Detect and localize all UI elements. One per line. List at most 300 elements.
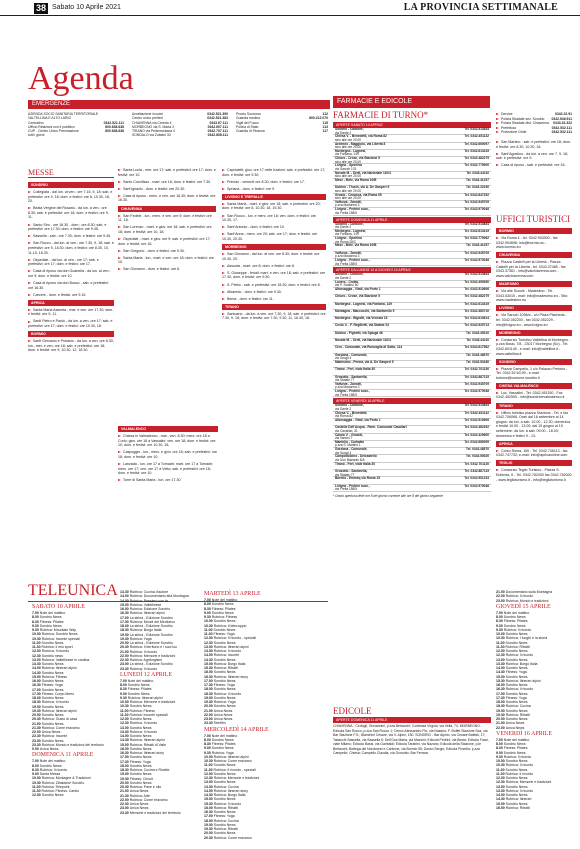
messe-col3-entry [222, 202, 326, 211]
tv-c4-program: Rubrica: Il ricordo [504, 687, 534, 692]
messe-col2b-arrow-icon [118, 451, 121, 453]
teleunica-title: TELEUNICA [28, 582, 118, 599]
farmacie-address: sino alle ore 20.00 [335, 188, 362, 193]
messe-col3-arrow-icon [222, 272, 225, 274]
messe-col2a-entry-text: Santa Maria - lun., mart. e ven. ore 18; dom. e festivi: ore 10. [118, 255, 214, 265]
emergency-right-value: 115 [322, 120, 328, 125]
messe-col1-arrow-icon [28, 270, 31, 272]
tv-c1-program: Rubrica: Fitness: Cardio [40, 789, 80, 793]
farmacie-phone: Tel. 0343.53180 [466, 359, 489, 364]
farmacie-address: via Scogli 4 [335, 356, 352, 361]
tv-c4-time: 10.00 [496, 759, 505, 763]
tv-c2-program: Rubrica: Arte [128, 793, 150, 798]
tv-c3-program: Unica News [212, 717, 233, 721]
farmacie-name: Livigno - Sportiva [335, 236, 362, 241]
emergency-mid-value: 0342.521.390 [207, 112, 228, 116]
farmacie-phone: Tel. 0342.514844 [464, 127, 489, 131]
tv-c3-time: 11.00 [204, 763, 213, 768]
tv-c1-time: 11.30 [32, 789, 41, 793]
tv-c3-program: Rubrica: Il ricordo [212, 691, 242, 696]
tv-c1-program: Sondrio News [40, 640, 64, 645]
tv-c3-time: 8.30 [204, 606, 211, 611]
tv-c1-program: Rubrica: Incontri speciali [40, 636, 80, 641]
uffici-tag: MADESIMO [496, 281, 572, 287]
farmacie-phone: Tel. 0342.970048 [464, 483, 489, 488]
farmacie-phone: Tel. 0342.887115 [464, 374, 489, 379]
tv-c3-time: 17.00 [204, 814, 213, 819]
messe-col3-entry [222, 312, 326, 321]
messe-col1-entry-text: Sassella - sab.: ore 7.30; dom. e festivi: ore 9.45. [33, 234, 112, 239]
tv-c4-item [496, 806, 552, 810]
tv-c3-program: Fitness: Yoga [212, 814, 235, 819]
tv-c2-program: Unica News [128, 806, 149, 811]
tv-col-3 [204, 590, 269, 840]
uffici-entry [496, 391, 572, 400]
tv-c2-program: Rubrica: Itinerari alpini [128, 611, 165, 616]
right-number-row [496, 130, 572, 135]
messe-col3-entry [222, 225, 326, 230]
tv-c2-time: 9.30 [120, 695, 127, 700]
right-number-value: 0342.532.111 [551, 125, 572, 130]
messe-col2b-arrow-icon [118, 463, 121, 465]
tv-c4-time: 10.30 [496, 636, 505, 641]
emergency-left-value: 0342.521.111 [103, 120, 124, 125]
tv-c2-time: 15.00 [120, 602, 129, 607]
tv-c3-program: Rubrica: Il ricordo - speciali [212, 636, 256, 641]
tv-c3-program: Rubrica: Cucina [212, 818, 239, 823]
tv-c3-program: Sondrio News [212, 678, 236, 683]
tv-c1-time: 22.00 [32, 730, 41, 734]
tv-c2-program: La strina - Edizione Sondrio [128, 641, 173, 645]
uffici-entry-text: Via alle Scuole - Madesimo - Tel. 0343.53015 - mail: info@madesimo.eu - Sito: www.madesimo.eu [496, 289, 569, 303]
emergency-mid-value: 0343.67.111 [209, 120, 228, 125]
tv-c1-program: Sondrio News [40, 704, 64, 709]
farmacie-address: p.zza S. Martino 1 [335, 443, 361, 448]
farmacie-address: via Scogli 4 [335, 450, 352, 455]
right-top-entries [496, 140, 572, 170]
farmacie-row [333, 390, 491, 397]
tv-c3-program: Fitness: Yoga [212, 683, 235, 687]
emergency-right-value: 113 [322, 124, 328, 129]
messe-col2a-entry [118, 225, 216, 234]
emergency-mid-value: 0342.707.111 [207, 129, 228, 134]
messe-col-1 [28, 180, 114, 355]
tv-c2-time: 12.00 [120, 717, 129, 721]
tv-c3-program: Rubrica: Yoga [210, 750, 234, 755]
tv-c2-time: 23.00 [120, 806, 129, 811]
messe-col3-entry-text: Albaredo - dom. e festivi: ore 9.30. [227, 289, 282, 294]
tv-col-1 [32, 603, 104, 798]
farmacie-phone: Tel. 0342.451132 [464, 134, 489, 139]
farmacie-name: Valfurva - Zanotti, [335, 250, 362, 255]
tv-c2-program: Sondrio News [128, 772, 152, 777]
tv-c1-time: 19.00 [32, 704, 41, 709]
messe-col2a-entry-text: Casa di riposo - merc. e ven. ore 16.30; dom. e festivi: ore 16.30. [118, 193, 216, 203]
tv-c2-time: 14.00 [120, 594, 129, 599]
tv-c3-program: Unica News [212, 712, 233, 717]
farmacie-phone: Tel. 0342.680099 [464, 439, 489, 444]
tv-c2-time: 15.00 [120, 742, 129, 747]
tv-c1-time: 10.30 [32, 636, 41, 641]
tv-c4-time: 12.00 [496, 776, 505, 780]
right-number-arrow-icon [496, 113, 499, 115]
tv-c4-program: Sondrio News [502, 623, 526, 628]
tv-c4-program: Sondrio News [504, 657, 528, 662]
messe-col3-arrow-icon [222, 188, 225, 190]
tv-c2-time: 21.30 [120, 793, 129, 798]
tv-c3-time: 8.30 [204, 742, 211, 746]
tv-c1-time: 22.30 [32, 734, 41, 739]
tv-c2-program: Rubrica: Il ricordo [128, 721, 158, 726]
tv-c3-program: Unica News [212, 708, 233, 713]
farmacie-address: via Statale 77 [335, 472, 355, 477]
tv-c2-program: Fitness: Pilates [126, 687, 152, 692]
tv-c1-program: Note del mattino [38, 759, 66, 764]
tv-c4-time: 12.00 [496, 649, 505, 653]
emergency-mid-label: Accettazione ricoveri [132, 112, 164, 116]
tv-c2-program: La strina - Edizione Sondrio [128, 662, 173, 667]
tv-c4-program: Note del mattino [502, 610, 530, 615]
messe-col2a-entry-text: San Lorenzo - mart. e giov. ore 18; sab. e prefestivi: ore 18; dom. e festivi: ore 10, 18. [118, 225, 212, 234]
tv-c1-time: 16.00 [32, 679, 41, 683]
messe-col3-entry [222, 252, 326, 261]
tv-c2-time: 13.30 [120, 590, 129, 594]
uffici-arrow-icon [496, 392, 499, 394]
emergency-right-row [236, 129, 328, 133]
tv-c3-item [204, 836, 269, 840]
farmacie-phone: Tel. 0342.495390 [464, 279, 489, 284]
tv-c2-time: 11.30 [120, 712, 129, 717]
farmacie-name: Sondrio - Carbone, [335, 403, 364, 408]
messe-col1-entry [28, 293, 114, 298]
messe-col1-entry-text: Beata Vergine del Rosario - da lun. a ven.: ore 8.30; sab. e prefestivi: ore 18; dom. e festivi: ore 9, 11. [28, 206, 109, 220]
tv-c2-time: 22.30 [120, 802, 129, 806]
tv-c3-time: 23.30 [204, 721, 213, 726]
messe-col3-arrow-icon [222, 284, 225, 286]
messe-col2a-entry-text: Ospedale - mart. e giov. ore 9; sab. e prefestivi: ore 17; dom. e festivi: ore 16. [118, 236, 211, 246]
farmacie-address: p.zza Madonna 3 [335, 203, 360, 208]
tv-c2-program: Rubrica: Yoga [128, 636, 152, 641]
farmacie-phone: Tel. 0342.770062 [464, 236, 489, 241]
tv-c2-program: Sondrio News [128, 717, 152, 721]
tv-c1-program: Sondrio News [40, 670, 64, 675]
uffici-entry [496, 338, 572, 356]
emergency-col-right [236, 112, 328, 133]
farmacie-phone: Tel. 0342.970048 [464, 258, 489, 263]
tv-c3-time: 10.30 [204, 623, 213, 628]
tv-c4-program: Sondrio News [502, 742, 526, 746]
tv-c2-time: 19.30 [120, 776, 129, 781]
tv-c4-time: 22.00 [496, 594, 505, 599]
tv-c4-time: 11.30 [496, 771, 505, 776]
farmacie-row [333, 485, 491, 492]
tv-c1-time: 12.30 [32, 653, 41, 658]
messe-col3-arrow-icon [222, 265, 225, 267]
tv-c4-program: Sondrio News [504, 691, 528, 696]
messe-col3-entry [222, 180, 326, 185]
farmacie-phone: Tel. 0343.44110 [466, 338, 489, 343]
tv-c3-program: Sondrio News [210, 737, 234, 742]
issue-date: Sabato 10 Aprile 2021 [52, 4, 121, 11]
tv-c4-program: Rubrica: I luoghi e la storia [504, 636, 548, 641]
right-number-arrow-icon [496, 118, 499, 120]
tv-c4-time: 7.00 [496, 610, 503, 615]
messe-col2b-arrow-icon [118, 435, 121, 437]
farmacie-phone: Tel. 0342.701130 [464, 367, 489, 372]
uffici-entry-text: Consorzio Teglio Turismo - Piazza S. Eufemia, 6 - Tel. 0342.782000 fax 0342.782000 - www.teglioturismo.it - info@teglioturismo.it [496, 468, 572, 482]
tv-c2-time: 20.30 [120, 645, 129, 650]
tv-c4-time: 8.30 [496, 619, 503, 624]
tv-c4-time: 10.00 [496, 632, 505, 636]
farmacie-name: Dubino - Pighetti, via Spluga 46 [335, 330, 383, 335]
farmacie-address: via Freita 158/5 [335, 261, 357, 266]
tv-c3-time: 14.30 [204, 657, 213, 662]
tv-c4-program: Sondrio News [504, 700, 528, 704]
tv-c4-day: VENERDÌ 16 APRILE [496, 730, 552, 737]
tv-c2-time: 10.30 [120, 704, 129, 709]
tv-c3-time: 21.00 [204, 708, 213, 713]
messe-col2a-arrow-icon [118, 250, 121, 252]
messe-col2a-entry [118, 194, 216, 203]
tv-c4-program: Sondrio News [502, 615, 526, 619]
tv-c4-time: 21.00 [496, 721, 505, 726]
tv-c3-program: Sondrio News [212, 763, 236, 768]
tv-c1-day: SABATO 10 APRILE [32, 604, 85, 610]
tv-c3-program: Rubrica: Memorie e tradizioni [212, 776, 260, 780]
tv-c3-time: 8.00 [204, 602, 211, 607]
right-entries-entry [496, 163, 572, 168]
tv-c4-time: 11.00 [496, 767, 505, 772]
messe-col1-entry [28, 223, 114, 232]
emergency-right-label: Guardia di Finanza [236, 129, 265, 134]
tv-c4-time: 21.00 [496, 590, 505, 594]
messe-col2a-entry [118, 237, 216, 246]
messe-col1-entry [28, 308, 114, 317]
farmacie-phone: Tel. 0342.970048 [464, 389, 489, 394]
tv-c4-time: 13.30 [496, 788, 505, 793]
messe-col2a-entry-text: San Gregorio - dom. e festivi: ore 9.30. [123, 248, 185, 253]
tv-c3-time: 16.30 [204, 674, 213, 679]
tv-c4-time: 15.30 [496, 678, 505, 683]
farmacie-name: Mese - Mele, via Roma 10/B [335, 243, 377, 248]
tv-c2-time: 21.00 [120, 789, 129, 794]
farmacie-address: via Roma 82 [335, 414, 353, 419]
emergency-right-value: 112 [322, 112, 328, 116]
tv-c1-program: Santa Messa [38, 772, 61, 776]
tv-c1-program: Sondrio News [38, 623, 62, 628]
farmacie-address: sino alle ore 20.00 [335, 159, 362, 164]
tv-c3-program: Sondrio News [212, 627, 236, 632]
tv-c2-program: Unica News [128, 789, 149, 794]
farmacie-address: via Roma 28/C [335, 239, 357, 244]
messe-col1-entry-text: Casa di riposo via don Guanella - da lun. al ven.: ore 9; dom. e festivi: ore 10. [28, 269, 111, 278]
tv-c2-program: Rubrica: Il territorio e i suoi luo [128, 645, 178, 650]
farmacie-address: via Saroch 176 [335, 166, 357, 171]
tv-c2-time: 23.30 [120, 810, 129, 815]
emergency-mid-label: TIRANO via Pedemontana 4 [132, 129, 175, 134]
tv-c4-time: 9.30 [496, 754, 503, 759]
tv-c4-time: 12.30 [496, 653, 505, 658]
tv-c4-program: Rubrica: Ritratti [504, 712, 530, 717]
messe-col2b-entry [118, 434, 218, 448]
tv-c4-program: Sondrio News [504, 683, 528, 687]
tv-c2-program: Rubrica: Documentario alta Montagna [128, 594, 189, 599]
tv-c2-time: 18.00 [120, 624, 129, 628]
tv-c1-program: Rubrica: Il ricordo [38, 767, 68, 772]
messe-col2a-entry [118, 180, 216, 185]
uffici-entry [496, 313, 572, 327]
messe-col3-entry [222, 187, 326, 192]
messe-col1-entry [28, 281, 114, 290]
messe-col3-arrow-icon [222, 226, 225, 228]
tv-c3-program: Rubrica: Il telecoppio [212, 623, 247, 628]
messe-col3-arrow-icon [222, 298, 225, 300]
tv-c3-program: Rubrica: Itinerari alpini [212, 754, 249, 759]
tv-c3-program: Sondrio News [212, 619, 236, 624]
tv-col-2 [120, 590, 189, 815]
tv-c4-time: 17.00 [496, 691, 505, 696]
tv-c2-program: Rubrica: Pane e olio [128, 785, 162, 789]
tv-c3-time: 9.00 [204, 746, 211, 751]
messe-col3-tag: MORBEGNO [222, 244, 326, 250]
tv-c3-time: 22.00 [204, 712, 213, 717]
messe-col1-arrow-icon [28, 282, 31, 284]
farmacie-name: Albosaggia - Vitali, via Porto 1 [335, 417, 381, 422]
tv-c4-program: Rubrica: Memorie e tradizioni [504, 780, 552, 785]
messe-col2b-entry [118, 462, 218, 476]
uffici-entry-text: Ufficio turistico piazza Stazione - Tel. e fax 0342.706066. Orari dal 16 settembre al 14 giugno: da lun. a sab. 10.00 - 12.30; domenica e festivi 10.00 - 13.00; dal 15 giugno al 15 settembre: da lun. a sab. 09.00 - 18.00; domenica e festivi 9 - 13. [496, 410, 571, 438]
messe-col1-arrow-icon [28, 309, 31, 311]
farmacie-phone: Tel. 0342.970048 [464, 207, 489, 212]
farmacie-address: via Fontana, 149 [335, 232, 359, 237]
tv-c3-time: 15.00 [204, 661, 213, 666]
tv-c4-time: 13.30 [496, 661, 505, 666]
tv-c2-time: 17.00 [120, 615, 129, 620]
tv-c3-program: Sondrio News [212, 797, 236, 802]
messe-col2a-arrow-icon [118, 188, 121, 190]
tv-c1-program: Rubrica: Gusto di casa [40, 717, 78, 722]
messe-col3-entry-text: Assunta - mart. ore 8; dom. e festivi: ore 8. [227, 263, 295, 268]
tv-c3-time: 20.30 [204, 835, 213, 840]
farmacie-name: Livigno - Pedrini succ., [335, 258, 370, 263]
emergency-right-label: Guardia medica [236, 116, 260, 121]
uffici-entry [496, 236, 572, 250]
tv-c1-time: 8.30 [32, 619, 39, 624]
farmacie-phone: Tel. 0342.847252 [464, 192, 489, 197]
tv-c3-time: 9.00 [204, 610, 211, 615]
tv-c1-program: Fitness: Yoga [40, 683, 63, 688]
messe-col3-entry-text: Caprioletti; giov. ore 17 nelle frazioni; sab. e prefestivi: ore 17; dom. e festivi: ore 9.30. [222, 168, 326, 177]
messe-col1-arrow-icon [28, 242, 31, 244]
emergency-mid-value: 0342.607.111 [207, 124, 228, 129]
farmacie-phone: Tel. 0343.41257 [466, 178, 489, 183]
right-number-arrow-icon [496, 122, 499, 124]
tv-c2-program: Rubrica: Il ricordo [128, 666, 158, 671]
tv-c3-time: 20.00 [204, 704, 213, 709]
tv-c4-time: 11.00 [496, 640, 505, 645]
messe-col3-entry-text: Sant'Anna - merc. ore 20; sab. ore 17; dom. e festivi: ore 10.30, 20.30. [222, 232, 318, 241]
emergency-mid-label: Centro unico prelievi [132, 116, 163, 121]
tv-c2-program: La strina - Edizione Sondrio [128, 632, 173, 637]
farmacie-name: Sondrio - Carbone, [335, 221, 364, 226]
tv-c3-time: 19.30 [204, 700, 213, 704]
emergency-left-label: CUP - Centro Unico Prenotazione [28, 129, 79, 134]
tv-c2-program: Sondrio News [126, 691, 150, 696]
messe-col1-entry [28, 319, 114, 328]
farmacie-phone: Tel. 0342.482292 [464, 425, 489, 430]
farmacie-phone: Tel. 0342.901233 [464, 476, 489, 481]
messe-col2b-entry-text: Torre di Santa Maria - lun. ore 17.30 [123, 478, 181, 483]
tv-c2-time: 22.00 [120, 797, 129, 802]
messe-col3-entry [222, 297, 326, 302]
messe-col2a-entry-text: Santo Crocifisso - mart. ore 18; dom. e festivi: ore 7.30. [123, 179, 212, 184]
tv-c1-time: 10.00 [32, 632, 41, 637]
tv-c4-program: Sondrio News [504, 801, 528, 806]
farmacie-subheader: APERTE SABATO 10 APRILE [333, 122, 491, 128]
tv-c1-program: Rubrica: Itinerari alpini [40, 708, 77, 713]
tv-c2-time: 18.30 [120, 628, 129, 633]
farmacie-phone: Tel. 0343.48570 [466, 352, 489, 357]
tv-c2-time: 16.00 [120, 607, 129, 611]
messe-col2a-entry [118, 256, 216, 265]
tv-c1-time: 17.00 [32, 687, 41, 692]
farmacie-name: Dubino - Thurin, via A. De Gasperi 5 [335, 185, 390, 190]
messe-col1-entry [28, 234, 114, 239]
tv-c1-program: Rubrica: Mondo e tradizioni del territorio [40, 742, 104, 747]
edicole-title: EDICOLE [333, 706, 372, 716]
messe-col-3 [222, 168, 326, 323]
uffici-entry [496, 449, 572, 458]
tv-c3-time: 10.00 [204, 619, 213, 624]
tv-c2-program: Rubrica: Pensiero con fe [128, 598, 169, 603]
farmacie-name: Mantello - Corbatto [335, 439, 365, 444]
messe-col3-entry-text: San Giovanni - dal lun. al ven. ore 8.30; dom. e festivi: ore 10.30, 20. [222, 252, 320, 261]
emergency-left-label: Ufficio Relazioni con il pubblico [28, 124, 75, 129]
farmacie-phone: Tel. 0342.380710 [464, 308, 489, 313]
messe-col1-entry-text: Casa di riposo via don Bosco - sab. e prefestivi: ore 16.30. [28, 281, 109, 290]
tv-c3-program: Rubrica: Il ricordo [212, 801, 242, 806]
farmacie-phone: Tel. 0343.41257 [466, 243, 489, 248]
tv-c3-program: Sondrio News [212, 831, 236, 836]
emergency-col-mid [132, 112, 228, 138]
tv-c3-time: 10.30 [204, 759, 213, 763]
messe-col2a-entry [118, 267, 216, 272]
farmacie-address: via Freita 158/5 [335, 392, 357, 397]
tv-c4-time: 14.30 [496, 797, 505, 802]
farmacie-name: Grosio - Cenacca, via Roma 55 [335, 192, 382, 197]
tv-c2-program: Rubrica: Valtellinese [128, 602, 162, 607]
emergency-left-label: tutti i giorni [28, 133, 45, 138]
uffici-entry [496, 289, 572, 303]
tv-c4-program: Rubrica: Il ricordo [504, 653, 534, 658]
tv-c4-time: 8.00 [496, 742, 503, 746]
tv-c4-time: 7.00 [496, 737, 503, 742]
uffici-entry [496, 411, 572, 439]
messe-col1-arrow-icon [28, 321, 31, 323]
tv-c4-program: Rubrica: Cucina [504, 704, 531, 709]
messe-col3-arrow-icon [222, 291, 225, 293]
farmacie-phone: Tel. 0342.510606 [464, 417, 489, 422]
uffici-title: UFFICI TURISTICI [496, 214, 571, 224]
farmacie-row [333, 259, 491, 266]
tv-c4-program: Rubrica: Mondo e tradizioni [504, 598, 549, 603]
tv-c1-time: 18.30 [32, 700, 41, 705]
tv-c3-time: 16.30 [204, 810, 213, 814]
messe-col1-arrow-icon [28, 340, 31, 342]
tv-c2-time: 23.00 [120, 662, 129, 667]
tv-c3-program: Sondrio News [210, 610, 234, 615]
tv-c1-program: Sondrio News [40, 687, 64, 692]
